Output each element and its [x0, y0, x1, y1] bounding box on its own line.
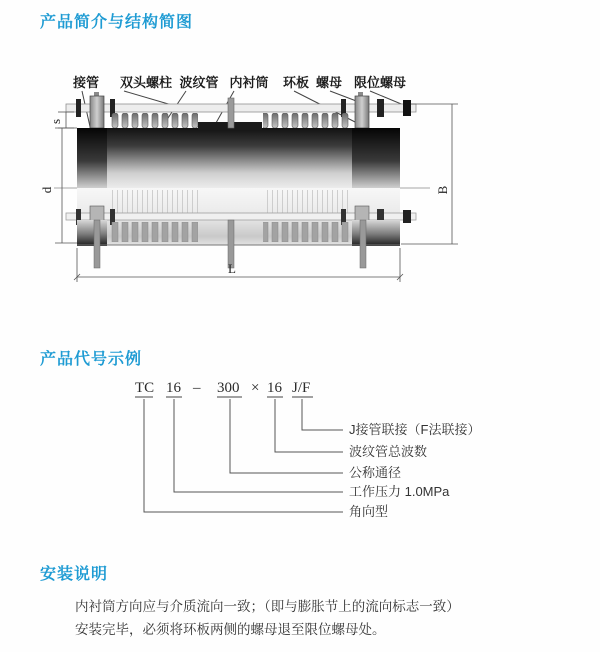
callout-labels: [349, 422, 480, 519]
part-label-nut: 螺母: [315, 75, 343, 90]
callout-connection: J接管联接（F法联接）: [349, 422, 481, 437]
section-title-code: 产品代号示例: [40, 351, 143, 368]
code-token-waves: 16: [267, 380, 282, 396]
section-title-install: 安装说明: [40, 566, 109, 583]
part-label-limit-nut: 限位螺母: [353, 75, 407, 90]
product-code-example: [100, 376, 570, 528]
dimension-label-b: B: [435, 185, 450, 195]
dimension-d: [55, 128, 77, 243]
part-label-connecting-pipe: 接管: [72, 75, 100, 90]
callout-pressure: 工作压力 1.0MPa: [349, 484, 450, 499]
joint-body-bottom: [66, 188, 416, 268]
part-label-inner-sleeve: 内衬筒: [229, 75, 269, 90]
install-instructions: [75, 595, 555, 641]
stud-bottom-right: [360, 220, 366, 268]
part-label-ring-plate: 环板: [282, 75, 310, 90]
section-title-intro: 产品简介与结构简图: [40, 14, 194, 31]
callout-diameter: 公称通径: [349, 465, 402, 480]
callout-waves: 波纹管总波数: [349, 444, 428, 459]
code-tokens: [135, 380, 310, 396]
bellows-top-left: [110, 113, 198, 128]
callout-lines: [144, 399, 343, 512]
callout-type: 角向型: [349, 504, 389, 519]
install-line-1: 内衬筒方向应与介质流向一致；（即与膨胀节上的流向标志一致）: [75, 599, 460, 614]
bellows-top-right: [263, 113, 351, 128]
stud-bottom-left: [94, 220, 100, 268]
install-line-2: 安装完毕，必须将环板两侧的螺母退至限位螺母处。: [75, 622, 386, 637]
part-label-stud: 双头螺柱: [119, 75, 173, 90]
code-token-times: ×: [251, 380, 260, 396]
code-token-type: TC: [135, 380, 155, 396]
part-labels: [72, 75, 406, 90]
code-token-connection: J/F: [292, 380, 311, 396]
dimension-l: [74, 248, 403, 282]
expansion-joint-diagram: [36, 68, 466, 304]
centre-stud-top: [228, 98, 234, 128]
code-token-dash: –: [193, 380, 201, 396]
code-token-diameter: 300: [217, 380, 240, 396]
dimension-label-s: s: [48, 118, 63, 124]
code-token-pressure: 16: [166, 380, 181, 396]
dimension-label-d: d: [39, 186, 54, 194]
part-label-bellows: 波纹管: [179, 75, 219, 90]
dimension-label-l: L: [228, 261, 236, 276]
